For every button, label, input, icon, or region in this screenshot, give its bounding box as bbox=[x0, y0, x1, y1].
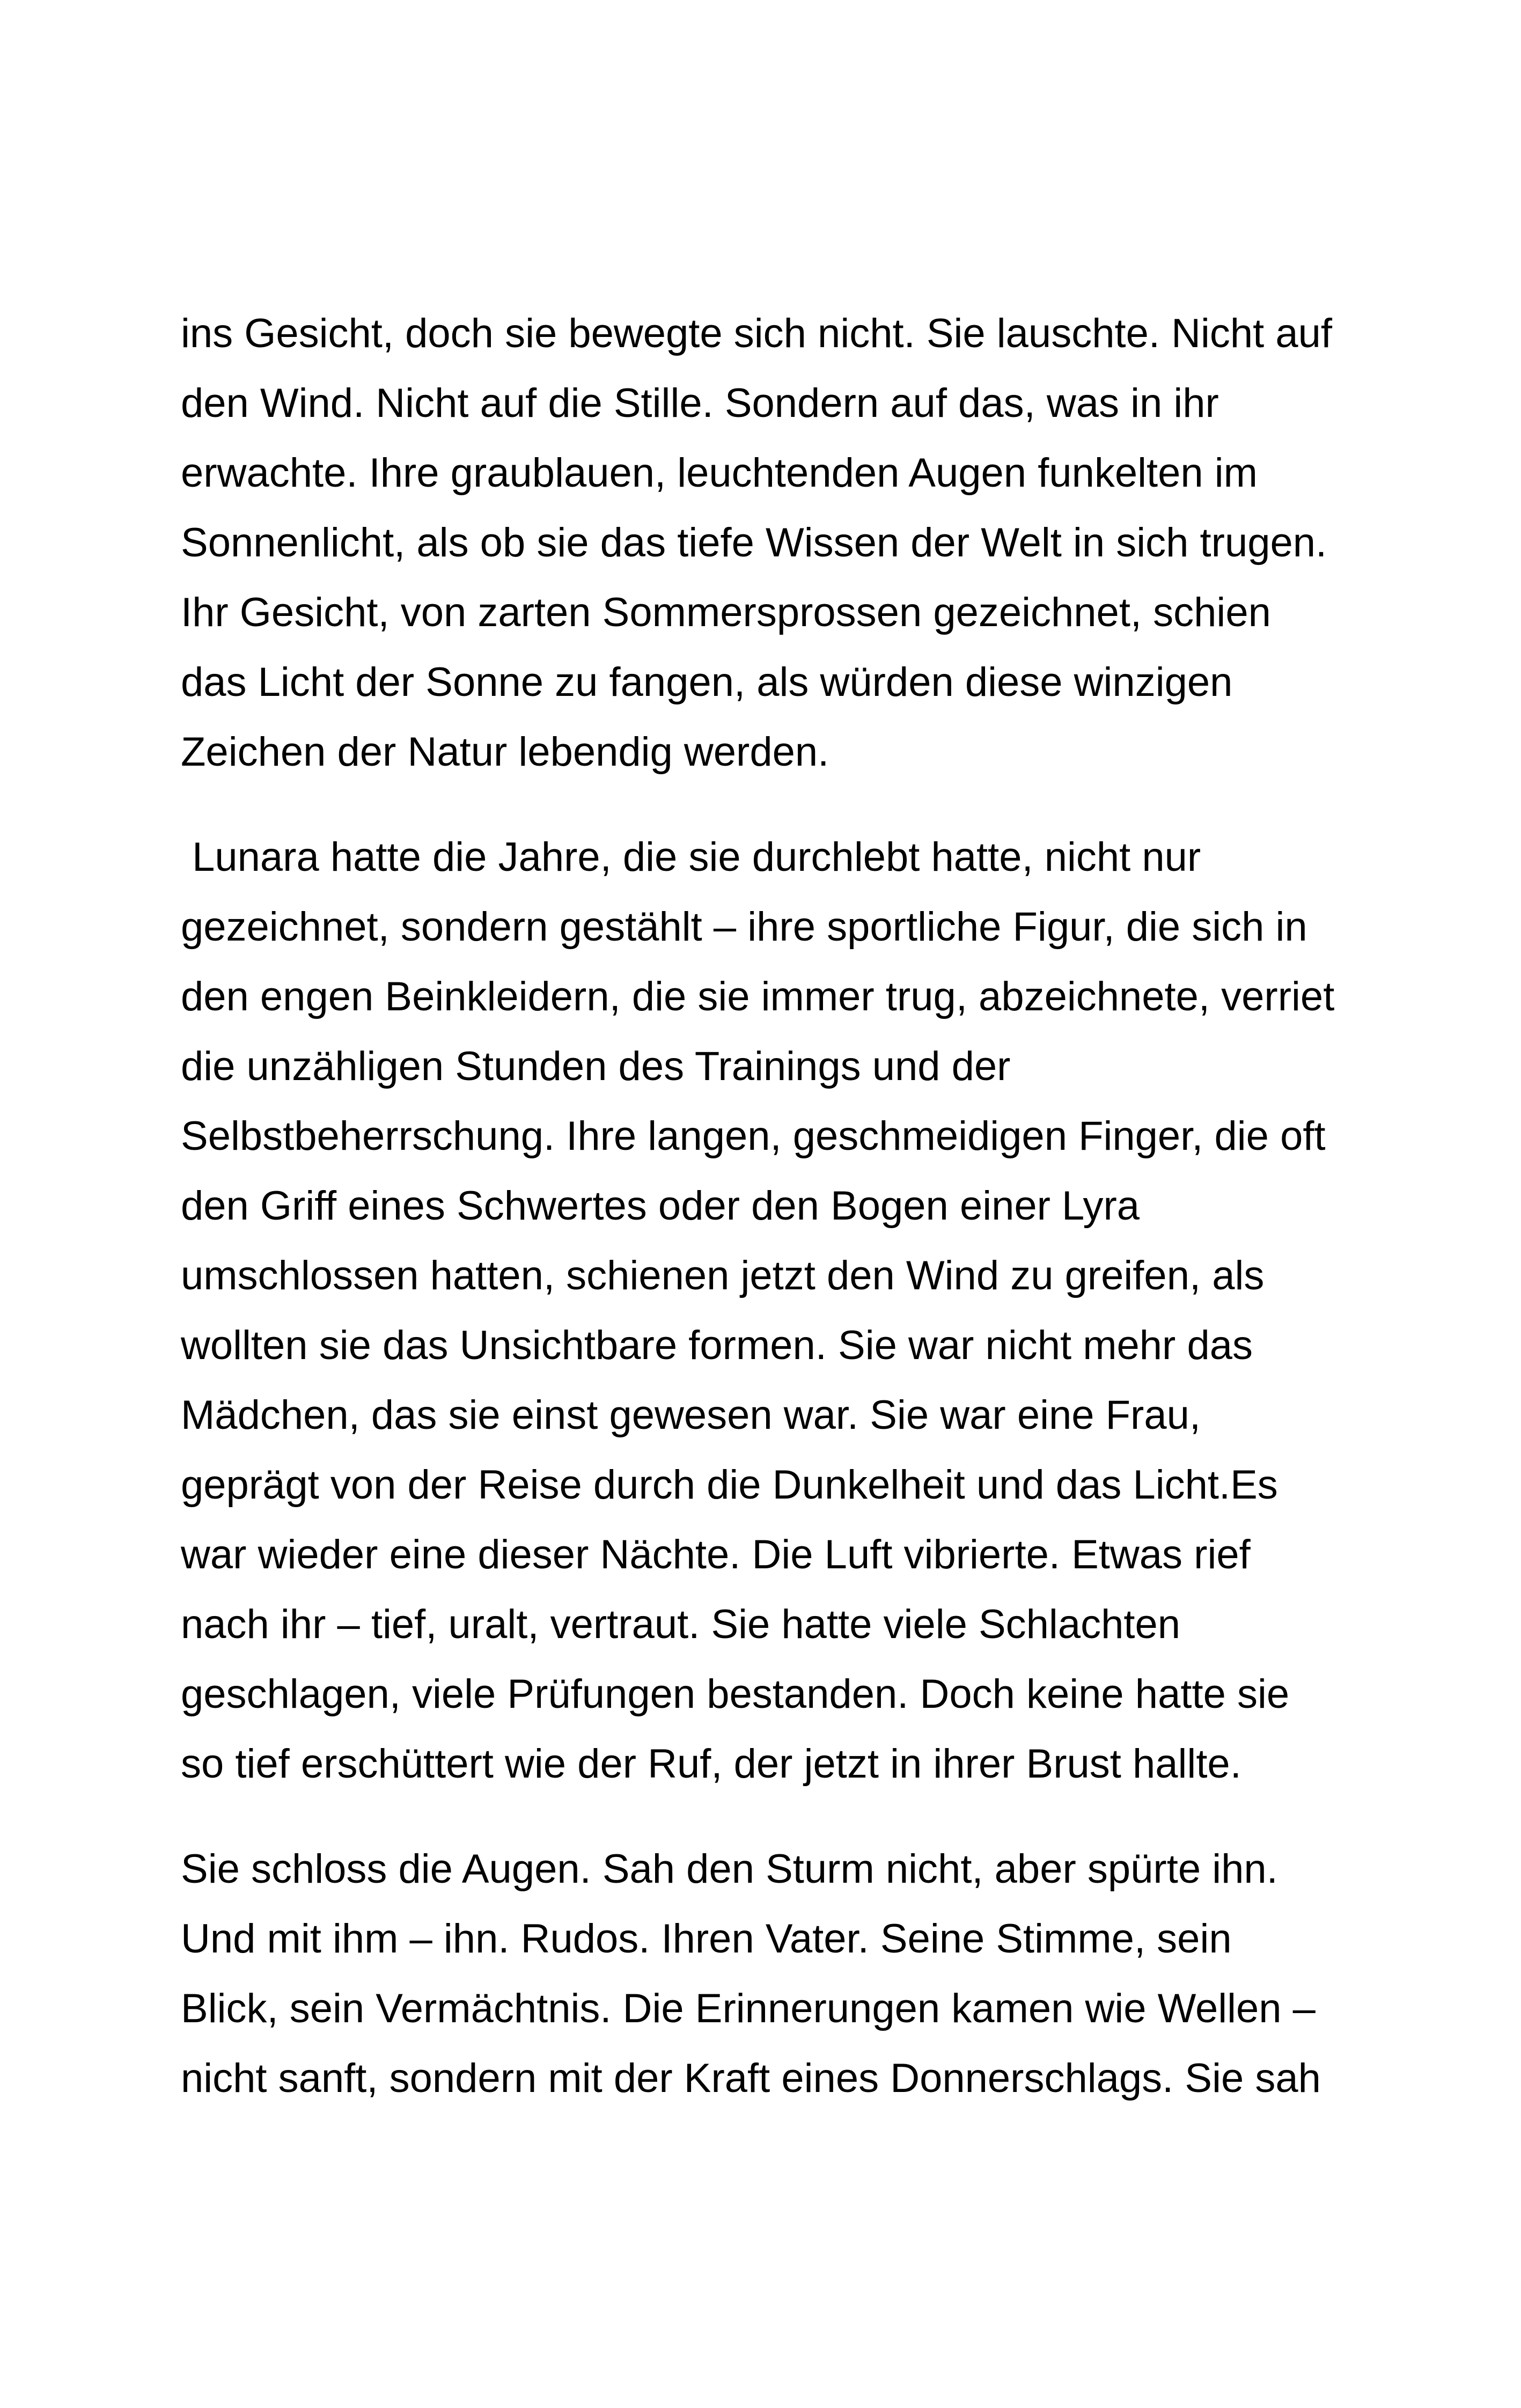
text-line: den Griff eines Schwertes oder den Bogen einer Lyra bbox=[181, 1183, 1140, 1229]
text-line: Sonnenlicht, als ob sie das tiefe Wissen der Welt in sich trugen. bbox=[181, 520, 1327, 566]
text-line: geprägt von der Reise durch die Dunkelheit und das Licht.Es bbox=[181, 1462, 1278, 1508]
paragraph-1 bbox=[181, 299, 1344, 787]
text-line: Ihr Gesicht, von zarten Sommersprossen gezeichnet, schien bbox=[181, 590, 1271, 635]
text-line: Selbstbeherrschung. Ihre langen, geschmeidigen Finger, die oft bbox=[181, 1113, 1326, 1159]
text-line: gezeichnet, sondern gestählt – ihre sportliche Figur, die sich in bbox=[181, 904, 1307, 950]
text-line: Und mit ihm – ihn. Rudos. Ihren Vater. Seine Stimme, sein bbox=[181, 1916, 1232, 1962]
text-line: Mädchen, das sie einst gewesen war. Sie war eine Frau, bbox=[181, 1392, 1201, 1438]
text-line: war wieder eine dieser Nächte. Die Luft vibrierte. Etwas rief bbox=[181, 1532, 1251, 1577]
text-line: Lunara hatte die Jahre, die sie durchlebt hatte, nicht nur bbox=[181, 834, 1201, 880]
text-line: nach ihr – tief, uralt, vertraut. Sie hatte viele Schlachten bbox=[181, 1602, 1181, 1647]
text-line: wollten sie das Unsichtbare formen. Sie war nicht mehr das bbox=[181, 1323, 1253, 1368]
paragraph-2 bbox=[181, 823, 1344, 1799]
text-line: erwachte. Ihre graublauen, leuchtenden Augen funkelten im bbox=[181, 450, 1258, 496]
text-line: geschlagen, viele Prüfungen bestanden. Doch keine hatte sie bbox=[181, 1671, 1290, 1717]
text-line: Blick, sein Vermächtnis. Die Erinnerungen kamen wie Wellen – bbox=[181, 1986, 1316, 2031]
paragraph-3 bbox=[181, 1834, 1344, 2113]
text-line: Sie schloss die Augen. Sah den Sturm nicht, aber spürte ihn. bbox=[181, 1846, 1278, 1892]
text-line: die unzähligen Stunden des Trainings und der bbox=[181, 1044, 1011, 1089]
text-line: umschlossen hatten, schienen jetzt den Wind zu greifen, als bbox=[181, 1253, 1265, 1298]
text-line: den engen Beinkleidern, die sie immer trug, abzeichnete, verriet bbox=[181, 974, 1335, 1019]
text-line: den Wind. Nicht auf die Stille. Sondern auf das, was in ihr bbox=[181, 380, 1219, 426]
text-line: das Licht der Sonne zu fangen, als würden diese winzigen bbox=[181, 659, 1233, 705]
text-line: Zeichen der Natur lebendig werden. bbox=[181, 729, 829, 775]
text-line: ins Gesicht, doch sie bewegte sich nicht. Sie lauschte. Nicht auf bbox=[181, 311, 1332, 356]
text-line: nicht sanft, sondern mit der Kraft eines Donnerschlags. Sie sah bbox=[181, 2055, 1321, 2101]
text-line: so tief erschüttert wie der Ruf, der jetzt in ihrer Brust hallte. bbox=[181, 1741, 1241, 1787]
